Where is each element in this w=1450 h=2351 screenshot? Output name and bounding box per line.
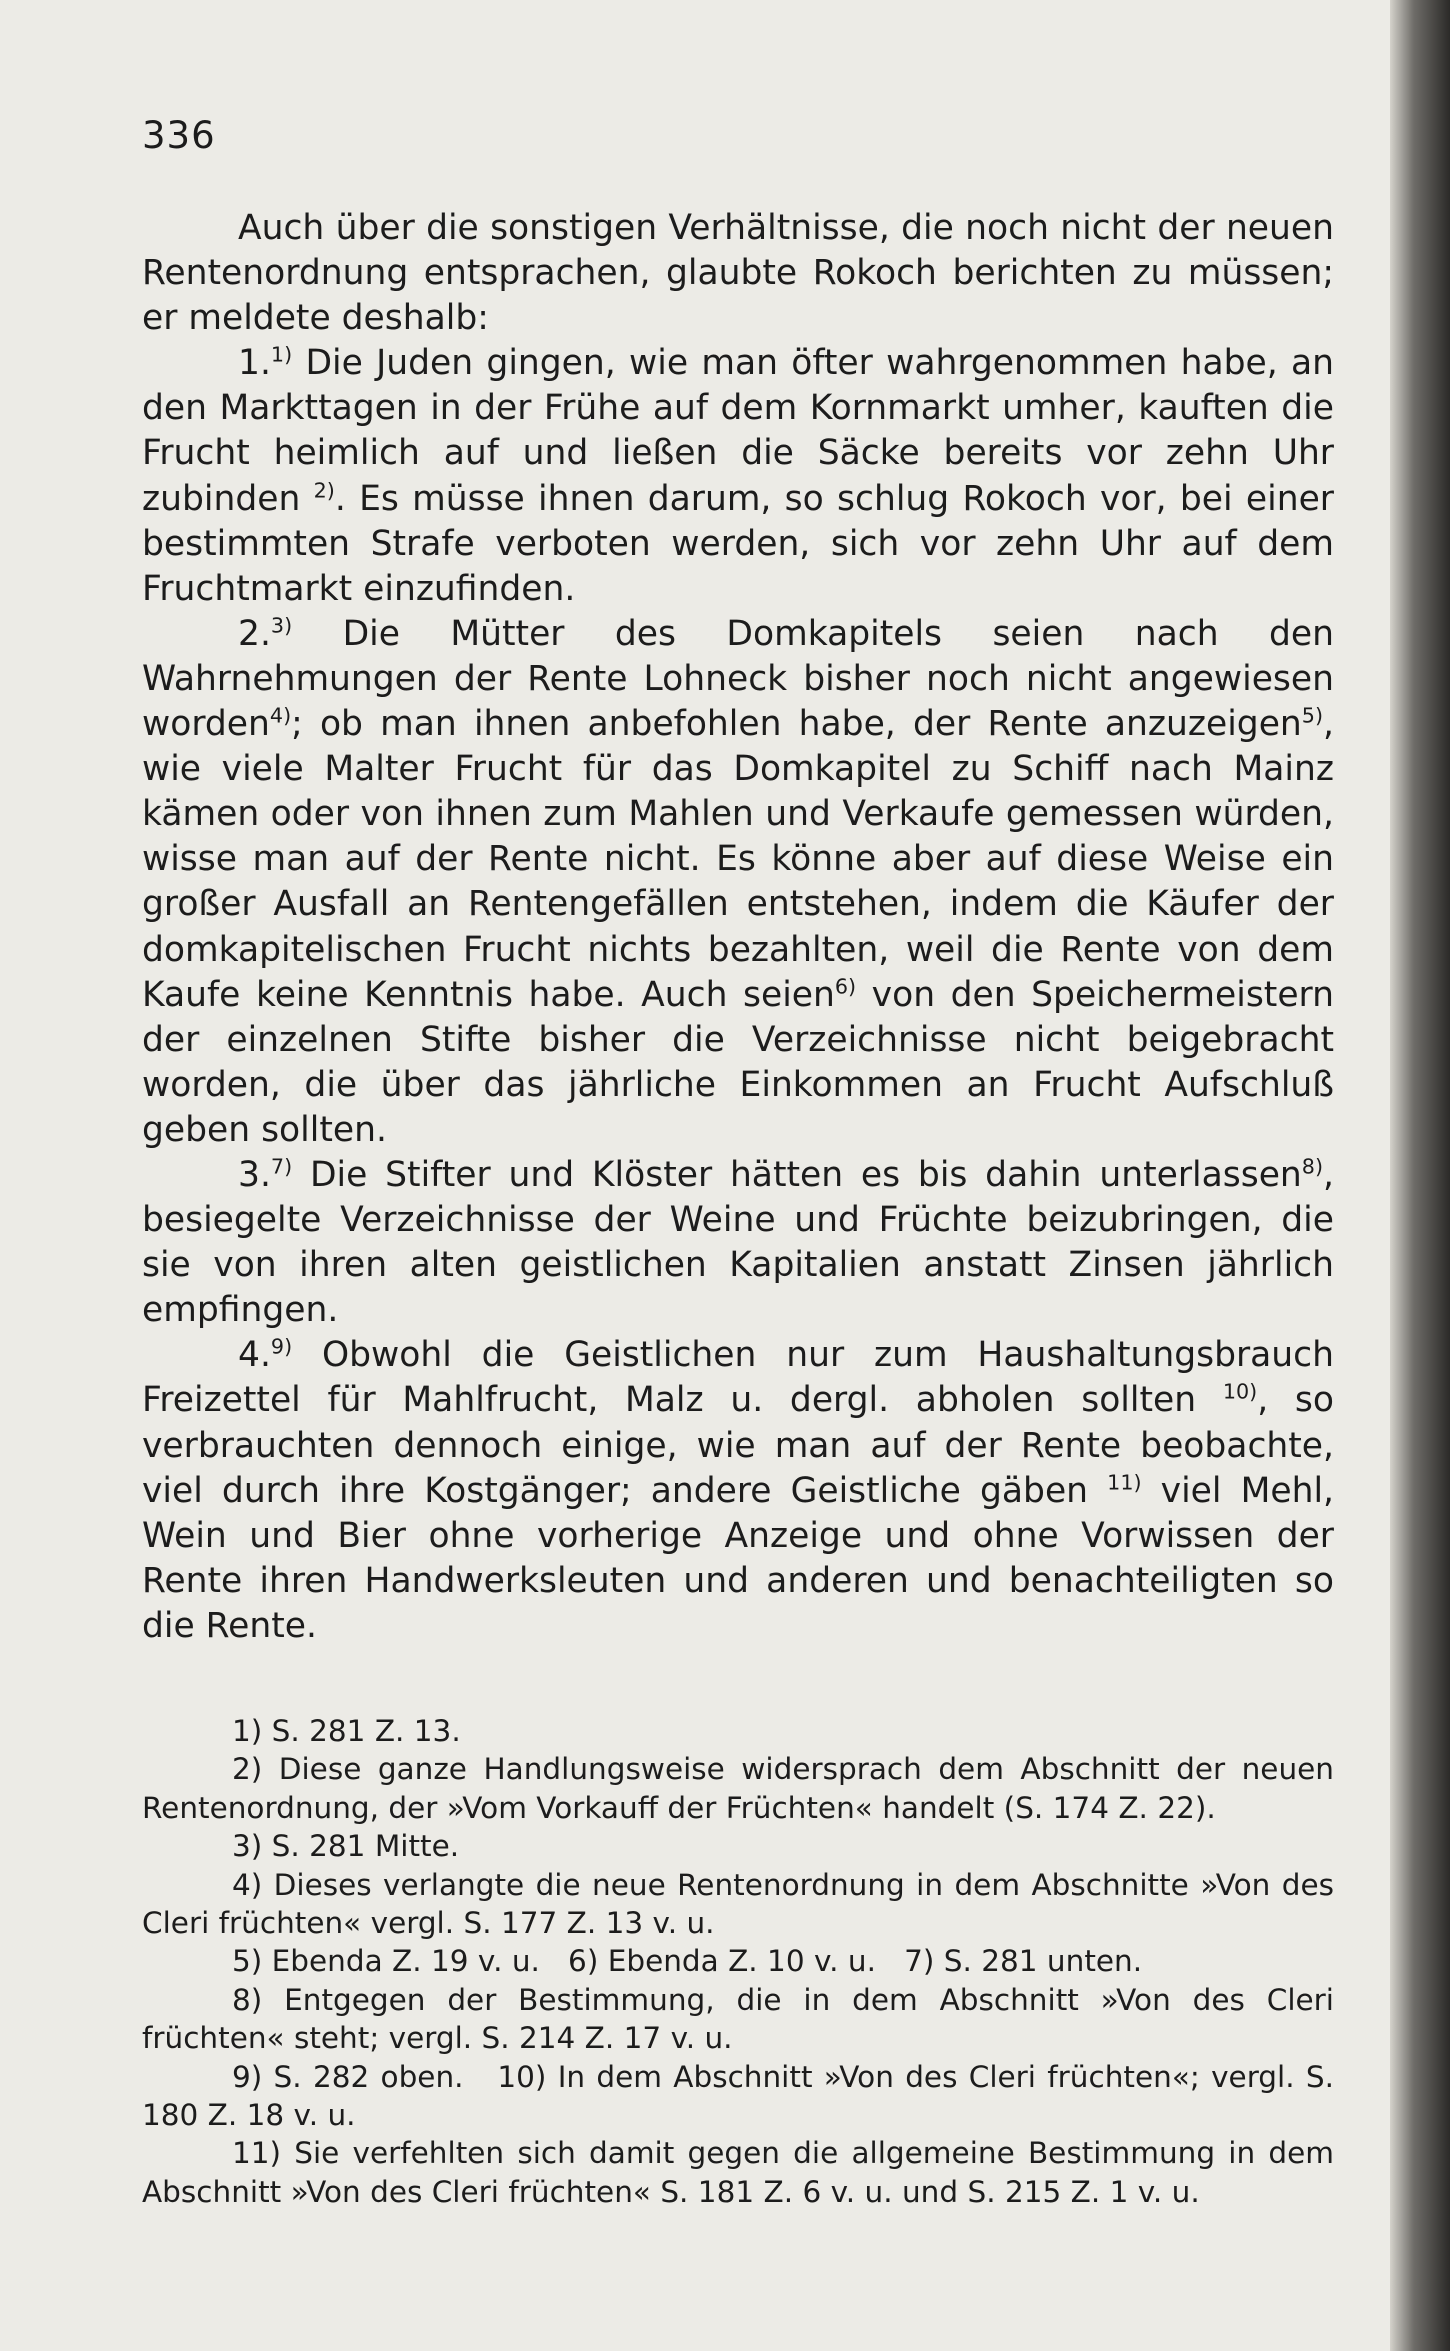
paragraph-text: , besiegelte Verzeichnisse der Weine und Früchte beizubringen, die sie von ihren alten geistlichen Kapitalien anstatt Zinsen jährlich empfingen.	[142, 1154, 1334, 1331]
footnote-ref: 9)	[270, 1334, 293, 1359]
paragraph-number: 2.	[238, 613, 271, 654]
footnotes	[142, 1712, 1344, 2211]
footnote-ref: 5)	[1301, 703, 1324, 728]
paragraph-text: Die Juden gingen, wie man öfter wahrgenommen habe, an den Markttagen in der Frühe auf dem Kornmarkt umher, kauften die Frucht heimlich auf und ließen die Säcke bereits vor zehn Uhr zubinden	[142, 343, 1334, 519]
footnote-ref: 7)	[270, 1154, 293, 1179]
paragraph-text: von den Speichermeistern der einzelnen Stifte bisher die Verzeichnisse nicht beigebracht worden, die über das jährliche Einkommen an Frucht Aufschluß geben sollten.	[142, 974, 1334, 1150]
paragraph-number: 1.	[238, 343, 271, 384]
footnote-ref: 11)	[1107, 1470, 1142, 1495]
footnote: 3) S. 281 Mitte.	[232, 1829, 460, 1864]
footnote: 9) S. 282 oben. 10) In dem Abschnitt »Von des Cleri früchten«; vergl. S. 180 Z. 18 v. u.	[142, 2059, 1344, 2133]
footnote: 5) Ebenda Z. 19 v. u. 6) Ebenda Z. 10 v. u. 7) S. 281 unten.	[232, 1944, 1143, 1979]
page-number: 336	[142, 114, 216, 157]
footnote-ref: 4)	[269, 703, 292, 728]
paragraph-number: 4.	[238, 1335, 271, 1376]
footnote: 2) Diese ganze Handlungsweise widersprach dem Abschnitt der neuen Rentenordnung, der »Vom Vorkauff der Früchten« handelt (S. 174 Z. 22).	[142, 1752, 1344, 1825]
footnote-ref: 1)	[270, 342, 293, 367]
paragraph-text: viel Mehl, Wein und Bier ohne vorherige Anzeige und ohne Vorwissen der Rente ihren Handwerksleuten und anderen und benachteiligten so die Rente.	[142, 1470, 1335, 1646]
footnote-ref: 6)	[834, 974, 857, 999]
paragraph-text: Obwohl die Geistlichen nur zum Haushaltungsbrauch Freizettel für Mahlfrucht, Malz u. dergl. abholen sollten	[142, 1335, 1334, 1421]
paragraph-number: 3.	[238, 1154, 271, 1195]
footnote: 11) Sie verfehlten sich damit gegen die allgemeine Bestimmung in dem Abschnitt »Von des Cleri früchten« S. 181 Z. 6 v. u. und S. 215 Z. 1 v. u.	[142, 2136, 1344, 2209]
paragraph-text: Die Stifter und Klöster hätten es bis dahin unterlassen	[292, 1154, 1302, 1195]
paragraph-text: ; ob man ihnen anbefohlen habe, der Rente anzuzeigen	[291, 704, 1302, 745]
body-text	[142, 206, 1334, 1649]
footnote-ref: 3)	[270, 613, 293, 638]
paragraph-text: , wie viele Malter Frucht für das Domkapitel zu Schiff nach Mainz kämen oder von ihnen zum Mahlen und Verkaufe gemessen würden, wisse man auf der Rente nicht. Es könne aber auf diese Weise ein großer Ausfall an Rentengefällen entstehen, indem die Käufer der domkapitelischen Frucht nichts bezahlten, weil die Rente von dem Kaufe keine Kenntnis habe. Auch seien	[142, 704, 1334, 1015]
numbered-paragraph	[142, 1333, 1334, 1649]
page-edge-shadow	[1390, 0, 1450, 2351]
numbered-paragraph	[142, 341, 1334, 612]
footnote: 4) Dieses verlangte die neue Rentenordnung in dem Abschnitte »Von des Cleri früchten« vergl. S. 177 Z. 13 v. u.	[142, 1867, 1344, 1941]
numbered-paragraph	[142, 612, 1334, 1153]
footnote-ref: 2)	[313, 478, 335, 503]
footnote: 1) S. 281 Z. 13.	[232, 1714, 461, 1748]
footnote-ref: 8)	[1301, 1154, 1324, 1179]
paragraph-text: . Es müsse ihnen darum, so schlug Rokoch vor, bei einer bestimmten Strafe verboten werden, sich vor zehn Uhr auf dem Fruchtmarkt einzufinden.	[142, 478, 1334, 609]
paragraph-text: Die Mütter des Domkapitels seien nach den Wahrnehmungen der Rente Lohneck bisher noch nicht angewiesen worden	[142, 613, 1334, 745]
paragraph-text: , so verbrauchten dennoch einige, wie man auf der Rente beobachte, viel durch ihre Kostgänger; andere Geistliche gäben	[142, 1380, 1335, 1511]
footnote-ref: 10)	[1222, 1380, 1258, 1405]
numbered-paragraph	[142, 1153, 1334, 1333]
numbered-paragraphs	[142, 341, 1334, 1649]
footnote: 8) Entgegen der Bestimmung, die in dem Abschnitt »Von des Cleri früchten« steht; vergl. S. 214 Z. 17 v. u.	[142, 1982, 1344, 2056]
intro-paragraph: Auch über die sonstigen Verhältnisse, die noch nicht der neuen Rentenordnung entsprachen, glaubte Rokoch berichten zu müssen; er meldete deshalb:	[142, 208, 1334, 339]
